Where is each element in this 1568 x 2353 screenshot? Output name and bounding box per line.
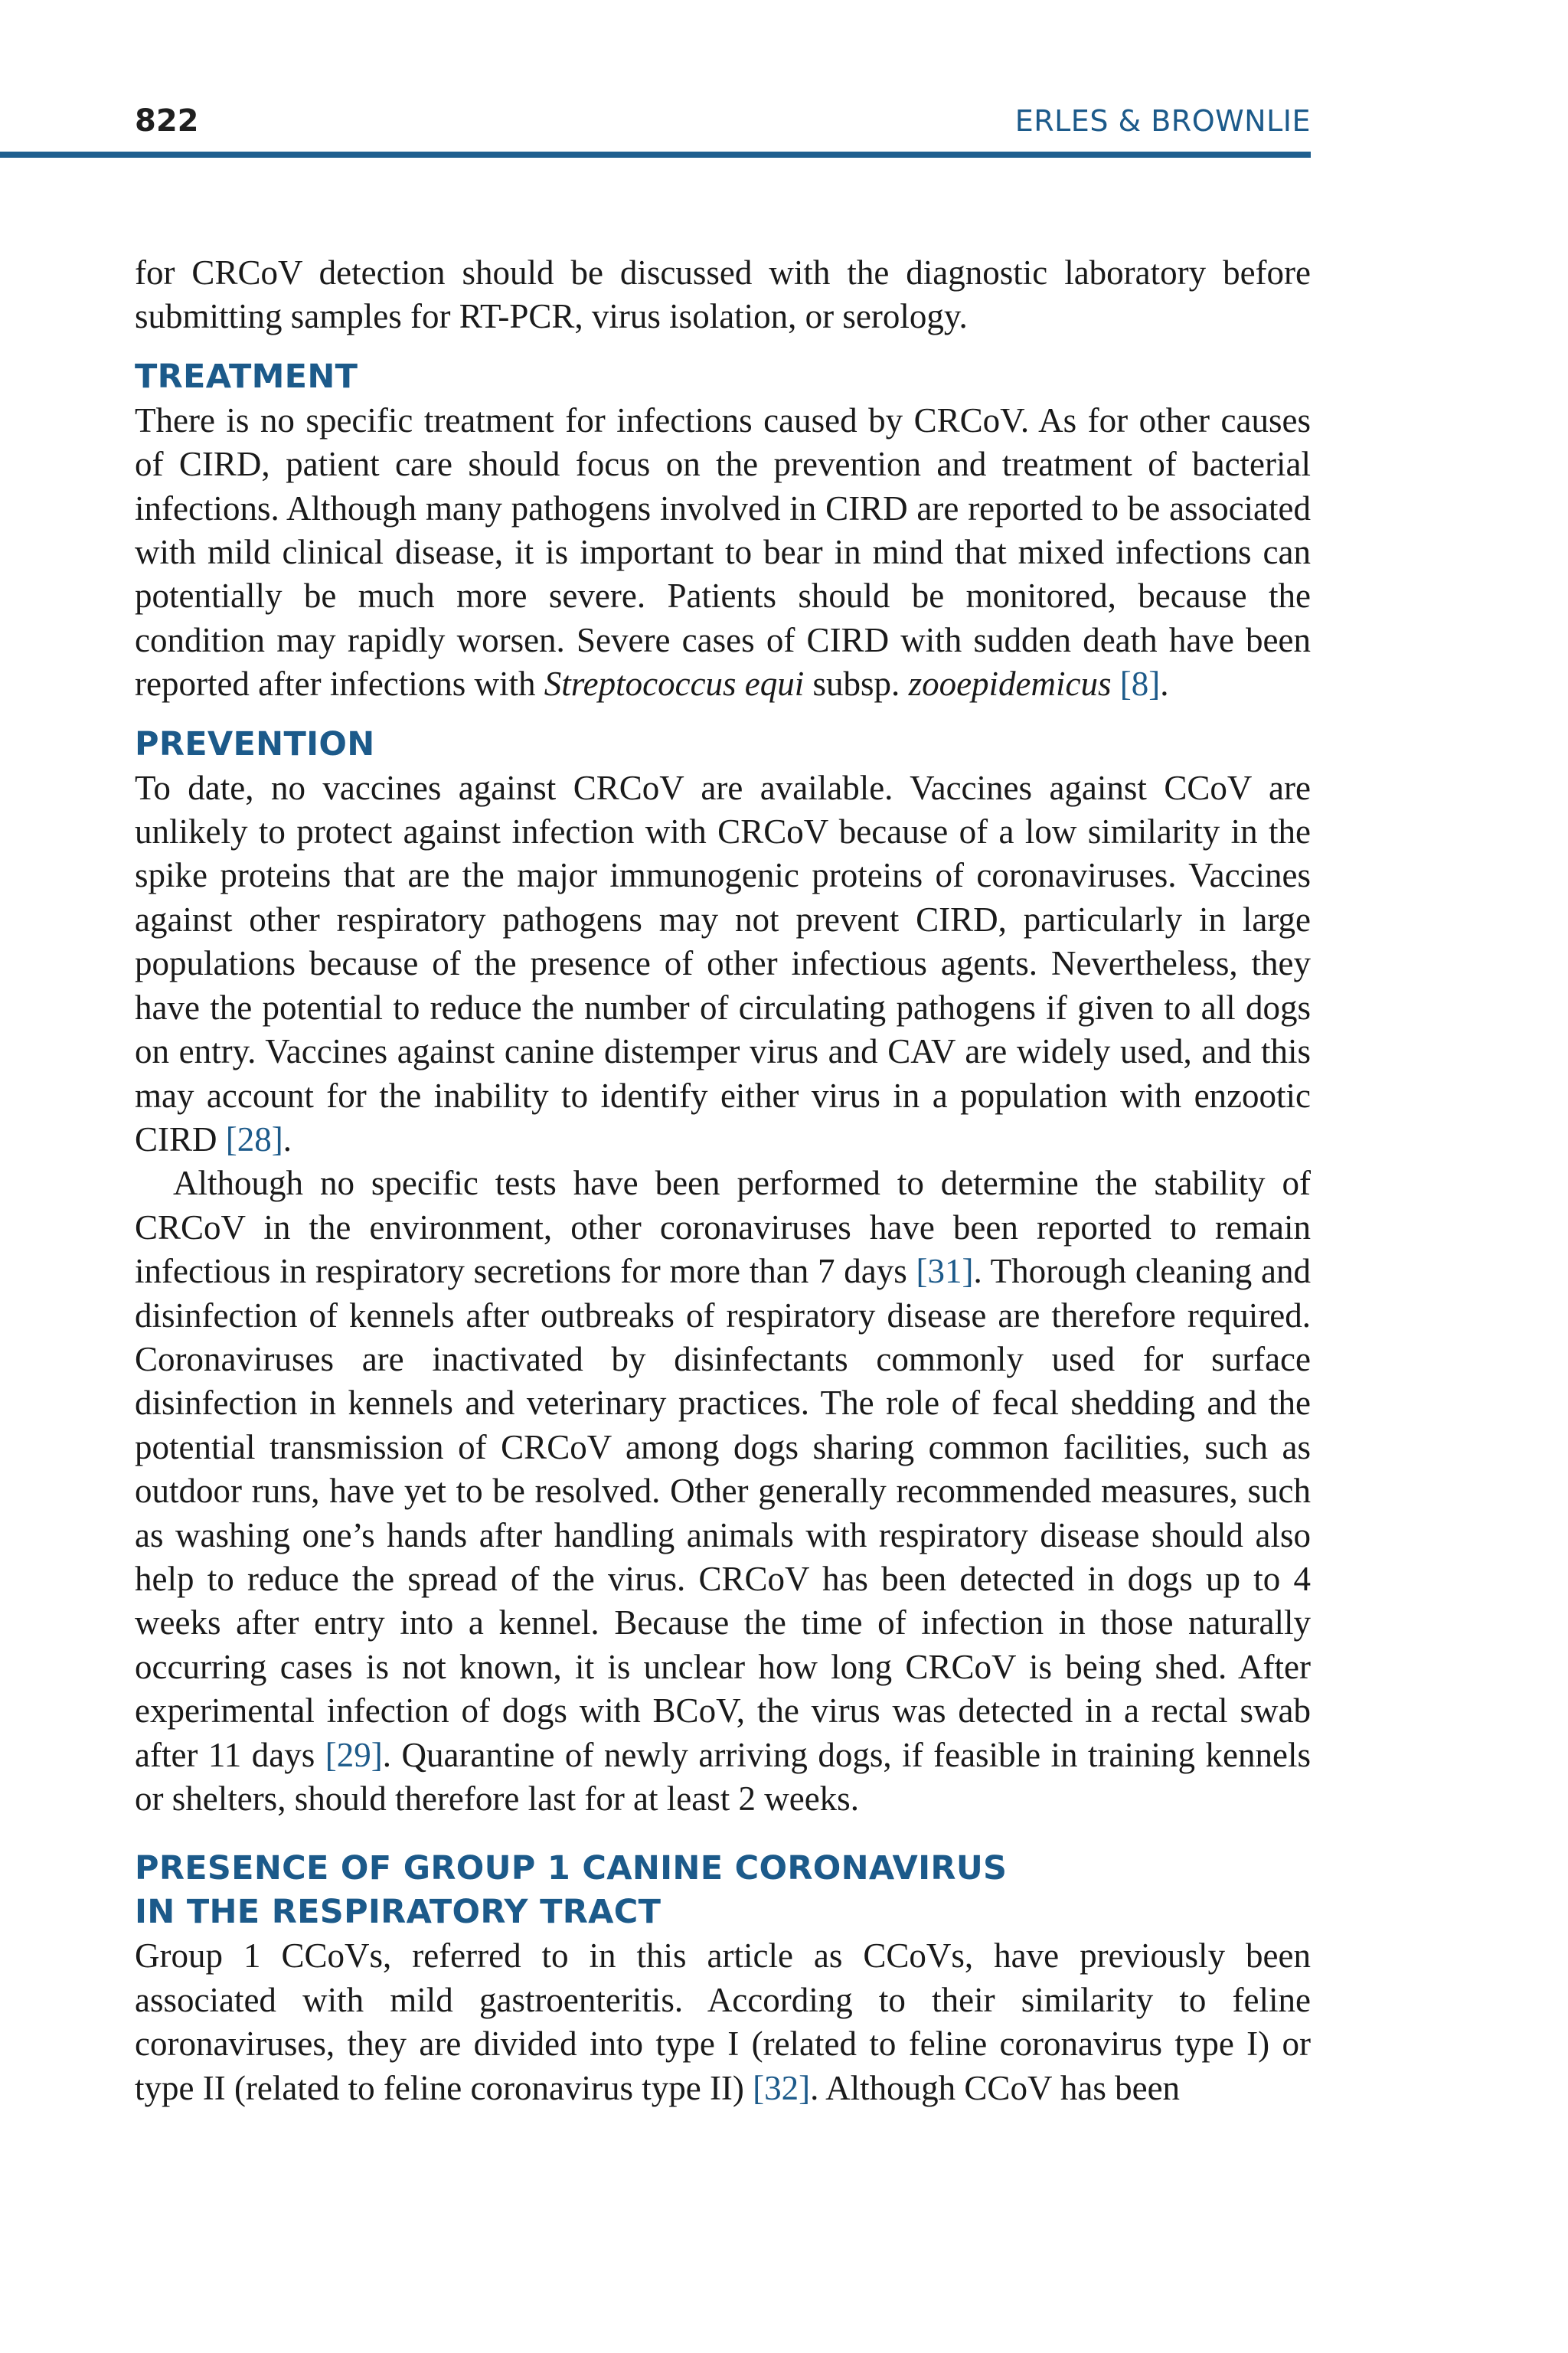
treatment-paragraph: There is no specific treatment for infections caused by CRCoV. As for other causes of CIRD, patient care should focus on the prevention and treatment of bacterial infections. Although many pathogens involved in CIRD are reported to be associated with mild clinical disease, it is important to bear in mind that mixed infections can potentially be much more severe. Patients should be monitored, because the condition may rapidly worsen. Severe cases of CIRD with sudden death have been reported after infections with Streptococcus equi subsp. zooepidemicus [8].	[135, 400, 1311, 704]
citation-link[interactable]: [28]	[225, 1119, 283, 1159]
page-header	[135, 98, 1311, 144]
section-heading-group1: PRESENCE OF GROUP 1 CANINE CORONAVIRUS IN THE RESPIRATORY TRACT	[135, 1849, 1008, 1932]
section-heading-treatment: TREATMENT	[135, 357, 358, 396]
prevention-paragraph-2: Although no specific tests have been performed to determine the stability of CRCoV in the environment, other coronaviruses have been reported to remain infectious in respiratory secretions for more than 7 days [31]. Thorough cleaning and disinfection of kennels after outbreaks of respiratory disease are therefore required. Coronaviruses are inactivated by disinfectants commonly used for surface disinfection in kennels and veterinary practices. The role of fecal shedding and the potential transmission of CRCoV among dogs sharing common facilities, such as outdoor runs, have yet to be resolved. Other generally recommended measures, such as washing one’s hands after handling animals with respiratory disease should also help to reduce the spread of the virus. CRCoV has been detected in dogs up to 4 weeks after entry into a kennel. Because the time of infection in those naturally occurring cases is not known, it is unclear how long CRCoV is being shed. After experimental infection of dogs with BCoV, the virus was detected in a rectal swab after 11 days [29]. Quarantine of newly arriving dogs, if feasible in training kennels or shelters, should therefore last for at least 2 weeks.	[135, 1164, 1311, 1818]
running-head: ERLES & BROWNLIE	[1014, 104, 1311, 138]
continuation-paragraph: for CRCoV detection should be discussed with the diagnostic laboratory before submitting samples for RT-PCR, virus isolation, or serology.	[135, 253, 1311, 336]
page-number: 822	[135, 103, 199, 139]
citation-link[interactable]: [32]	[753, 2068, 811, 2107]
section-heading-prevention: PREVENTION	[135, 724, 375, 763]
citation-link[interactable]: [31]	[916, 1252, 974, 1291]
species-name: Streptococcus equi	[544, 665, 805, 704]
citation-link[interactable]: [29]	[325, 1735, 383, 1774]
article-body	[135, 251, 1311, 2110]
citation-link[interactable]: [8]	[1119, 665, 1161, 704]
subspecies-name: zooepidemicus	[908, 665, 1112, 704]
group1-paragraph: Group 1 CCoVs, referred to in this article as CCoVs, have previously been associated with mild gastroenteritis. According to their similarity to feline coronaviruses, they are divided into type I (related to feline coronavirus type I) or type II (related to feline coronavirus type II) [32]. Although CCoV has been	[135, 1936, 1311, 2107]
header-rule	[0, 152, 1311, 158]
prevention-paragraph-1: To date, no vaccines against CRCoV are available. Vaccines against CCoV are unlikely to protect against infection with CRCoV because of a low similarity in the spike proteins that are the major immunogenic proteins of coronaviruses. Vaccines against other respiratory pathogens may not prevent CIRD, particularly in large populations because of the presence of other infectious agents. Nevertheless, they have the potential to reduce the number of circulating pathogens if given to all dogs on entry. Vaccines against canine distemper virus and CAV are widely used, and this may account for the inability to identify either virus in a population with enzootic CIRD [28].	[135, 768, 1311, 1159]
